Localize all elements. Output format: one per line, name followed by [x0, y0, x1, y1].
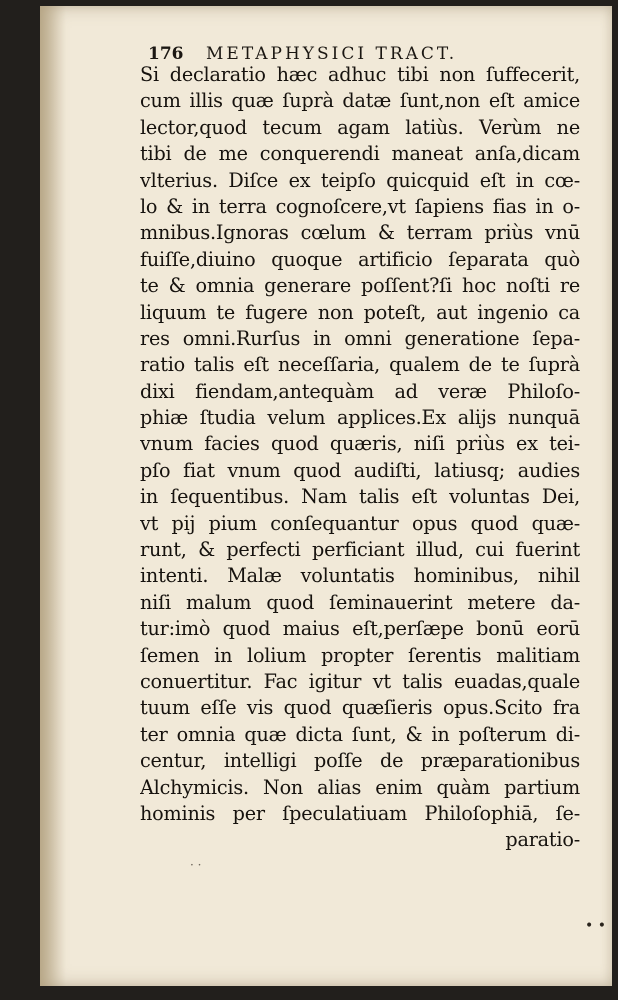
- text-line: te & omnia generare poſſent?ſi hoc noſti re: [140, 274, 580, 298]
- text-line: lector,quod tecum agam latiùs. Verùm ne: [140, 115, 580, 139]
- text-line: ter omnia quæ dicta ſunt, & in poſterum di-: [140, 722, 580, 746]
- text-line: tur:imò quod maius eſt,perſæpe bonū eorū: [140, 617, 580, 641]
- text-line: tuum eſſe vis quod quæſieris opus.Scito fra: [140, 696, 580, 720]
- running-title: METAPHYSICI TRACT.: [206, 44, 458, 64]
- text-line: mnibus.Ignoras cœlum & terram priùs vnū: [140, 221, 580, 245]
- text-line: phiæ ſtudia velum applices.Ex alijs nunquā: [140, 406, 580, 430]
- text-line: lo & in terra cognoſcere,vt ſapiens fias in o-: [140, 194, 580, 218]
- ink-mark: • •: [585, 918, 606, 934]
- text-line: intenti. Malæ voluntatis hominibus, nihil: [140, 564, 580, 588]
- text-line: conuertitur. Fac igitur vt talis euadas,quale: [140, 669, 580, 693]
- text-line: liquum te fugere non poteſt, aut ingenio ca: [140, 300, 580, 324]
- text-line: dixi fiendam,antequàm ad veræ Philoſo-: [140, 379, 580, 403]
- text-line: centur, intelligi poſſe de præparationibus: [140, 749, 580, 773]
- text-line: ratio talis eſt neceſſaria, qualem de te ſuprà: [140, 353, 580, 377]
- text-line: Si declaratio hæc adhuc tibi non ſuffecerit,: [140, 63, 580, 86]
- page-number: 176: [148, 44, 184, 64]
- text-line: hominis per ſpeculatiuam Philoſophiā, ſe-: [140, 801, 580, 825]
- text-line: tibi de me conquerendi maneat anſa,dicam: [140, 142, 580, 166]
- ink-smudge: · ·: [190, 858, 202, 872]
- body-text: [140, 62, 580, 854]
- text-line: in ſequentibus. Nam talis eſt voluntas Dei,: [140, 485, 580, 509]
- text-line: niſi malum quod ſeminauerint metere da-: [140, 590, 580, 614]
- text-line: res omni.Rurſus in omni generatione ſepa-: [140, 326, 580, 350]
- text-line: vt pij pium conſequantur opus quod quæ-: [140, 511, 580, 535]
- text-line: vlterius. Diſce ex teipſo quicquid eſt in cœ-: [140, 168, 580, 192]
- text-line: ſemen in lolium propter ſerentis malitiam: [140, 643, 580, 667]
- text-line: pſo fiat vnum quod audiſti, latiusq; audies: [140, 458, 580, 482]
- text-line: fuiſſe,diuino quoque artificio ſeparata quò: [140, 247, 580, 271]
- text-line: Alchymicis. Non alias enim quàm partium: [140, 775, 580, 799]
- text-line: cum illis quæ ſuprà datæ ſunt,non eſt amice: [140, 89, 580, 113]
- catchword: paratio-: [505, 828, 580, 852]
- text-line: vnum facies quod quæris, niſi priùs ex tei-: [140, 432, 580, 456]
- text-line: runt, & perfecti perficiant illud, cui fuerint: [140, 538, 580, 562]
